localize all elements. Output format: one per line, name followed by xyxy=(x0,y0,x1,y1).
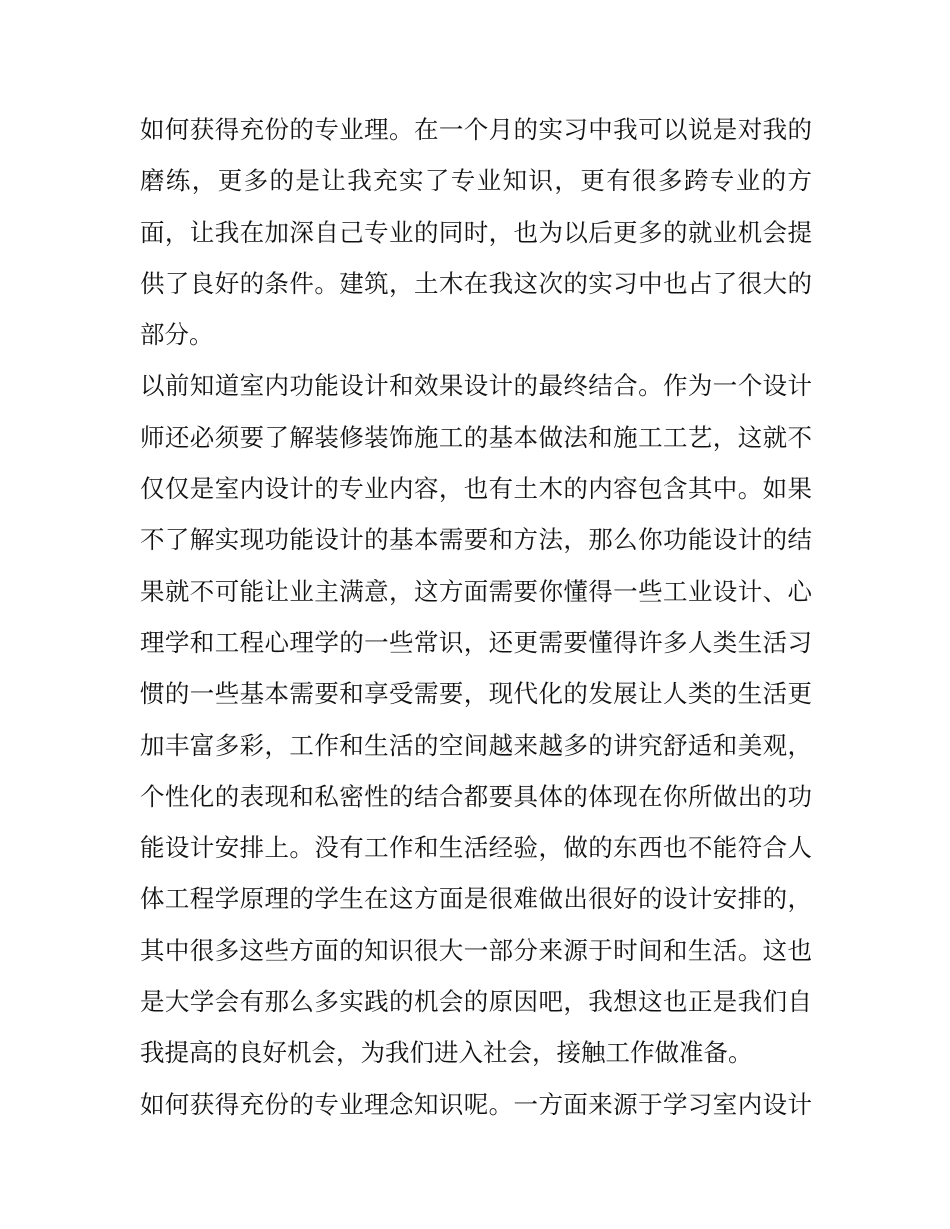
text-line: 不了解实现功能设计的基本需要和方法，那么你功能设计的结 xyxy=(140,525,812,555)
text-line: 部分。 xyxy=(140,320,214,350)
text-line: 如何获得充份的专业理念知识呢。一方面来源于学习室内设计 xyxy=(140,1089,812,1119)
paragraph-2 xyxy=(140,360,812,1078)
text-line: 仅仅是室内设计的专业内容，也有土木的内容包含其中。如果 xyxy=(140,474,812,504)
text-line: 面，让我在加深自己专业的同时，也为以后更多的就业机会提 xyxy=(140,217,812,247)
text-line: 以前知道室内功能设计和效果设计的最终结合。作为一个设计 xyxy=(140,371,812,401)
text-line: 供了良好的条件。建筑，土木在我这次的实习中也占了很大的 xyxy=(140,268,812,298)
text-line: 如何获得充份的专业理。在一个月的实习中我可以说是对我的 xyxy=(140,115,812,144)
text-line: 是大学会有那么多实践的机会的原因吧，我想这也正是我们自 xyxy=(140,987,812,1017)
text-line: 其中很多这些方面的知识很大一部分来源于时间和生活。这也 xyxy=(140,935,812,965)
text-line: 能设计安排上。没有工作和生活经验，做的东西也不能符合人 xyxy=(140,833,812,863)
text-line: 加丰富多彩，工作和生活的空间越来越多的讲究舒适和美观， xyxy=(140,730,812,760)
text-line: 个性化的表现和私密性的结合都要具体的体现在你所做出的功 xyxy=(140,781,812,811)
paragraph-3 xyxy=(140,1079,812,1130)
text-line: 师还必须要了解装修装饰施工的基本做法和施工工艺，这就不 xyxy=(140,422,812,452)
text-line: 我提高的良好机会，为我们进入社会，接触工作做准备。 xyxy=(140,1038,753,1068)
document-body xyxy=(140,104,812,1130)
text-line: 果就不可能让业主满意，这方面需要你懂得一些工业设计、心 xyxy=(140,576,812,606)
paragraph-1 xyxy=(140,104,812,360)
text-line: 惯的一些基本需要和享受需要，现代化的发展让人类的生活更 xyxy=(140,679,812,709)
text-line: 理学和工程心理学的一些常识，还更需要懂得许多人类生活习 xyxy=(140,627,812,657)
text-line: 体工程学原理的学生在这方面是很难做出很好的设计安排的， xyxy=(140,884,812,914)
text-line: 磨练，更多的是让我充实了专业知识，更有很多跨专业的方 xyxy=(140,166,812,196)
